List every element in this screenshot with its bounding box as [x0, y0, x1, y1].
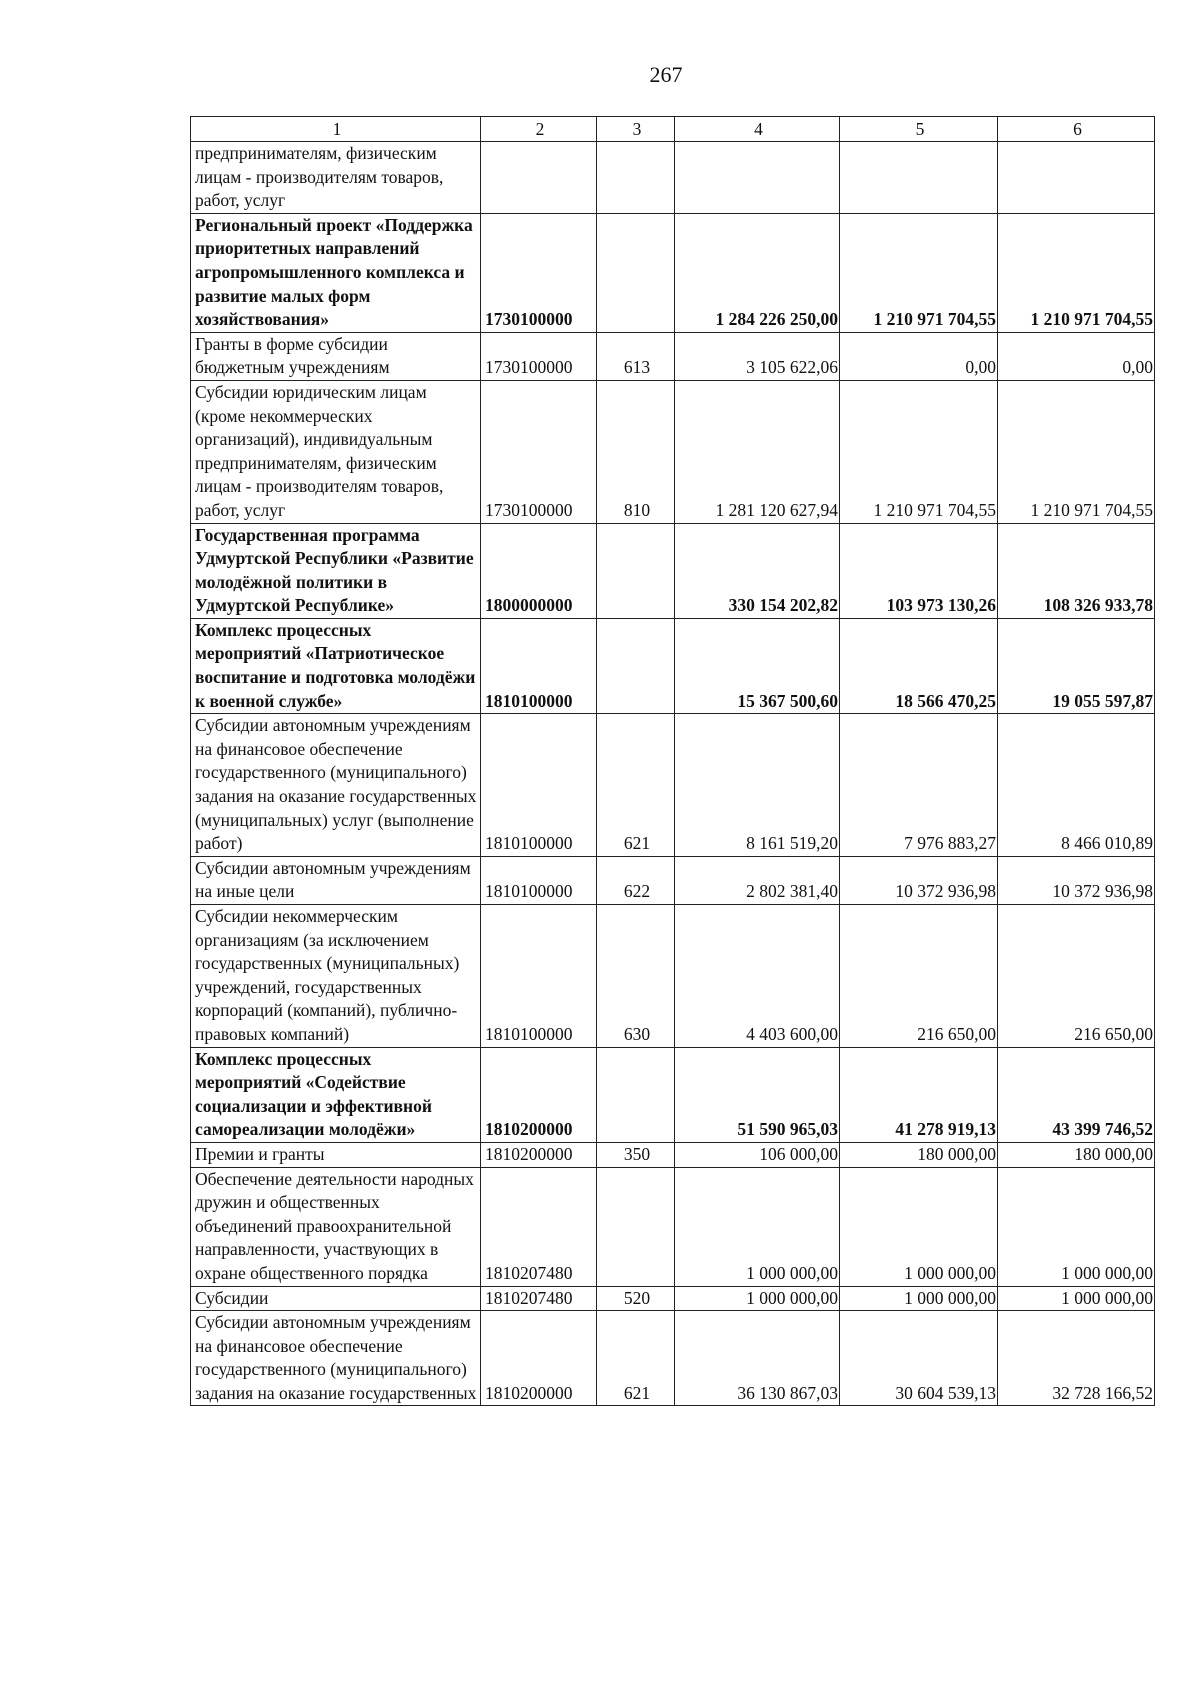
table-body — [191, 142, 1155, 1406]
target-article-code: 1730100000 — [481, 213, 597, 332]
amount-col-6: 1 000 000,00 — [998, 1286, 1155, 1311]
amount-col-6: 0,00 — [998, 332, 1155, 380]
table-header-row — [191, 117, 1155, 142]
expense-item-name: Субсидии автономным учреждениям на финансовое обеспечение государственного (муниципального) задания на оказание государственных (муниципальных) услуг (выполнение работ) — [191, 714, 481, 857]
amount-col-6: 19 055 597,87 — [998, 618, 1155, 713]
target-article-code: 1810200000 — [481, 1047, 597, 1142]
amount-col-5: 1 000 000,00 — [840, 1286, 998, 1311]
amount-col-5: 30 604 539,13 — [840, 1311, 998, 1406]
amount-col-4: 1 284 226 250,00 — [675, 213, 840, 332]
expense-item-name: Комплекс процессных мероприятий «Патриотическое воспитание и подготовка молодёжи к военной службе» — [191, 618, 481, 713]
amount-col-6: 1 210 971 704,55 — [998, 380, 1155, 523]
amount-col-6: 108 326 933,78 — [998, 523, 1155, 618]
amount-col-5: 103 973 130,26 — [840, 523, 998, 618]
amount-col-6: 180 000,00 — [998, 1142, 1155, 1167]
amount-col-4: 1 281 120 627,94 — [675, 380, 840, 523]
expense-type-code — [597, 1167, 675, 1286]
table-row — [191, 1167, 1155, 1286]
expense-type-code: 520 — [597, 1286, 675, 1311]
expense-item-name: Обеспечение деятельности народных дружин и общественных объединений правоохранительной направленности, участвующих в охране общественного порядка — [191, 1167, 481, 1286]
expense-type-code: 630 — [597, 905, 675, 1048]
table-row — [191, 1142, 1155, 1167]
amount-col-6: 8 466 010,89 — [998, 714, 1155, 857]
amount-col-4: 1 000 000,00 — [675, 1167, 840, 1286]
amount-col-6 — [998, 142, 1155, 214]
target-article-code: 1800000000 — [481, 523, 597, 618]
target-article-code: 1810100000 — [481, 618, 597, 713]
table-row — [191, 905, 1155, 1048]
amount-col-5: 7 976 883,27 — [840, 714, 998, 857]
expense-type-code — [597, 523, 675, 618]
amount-col-5: 1 000 000,00 — [840, 1167, 998, 1286]
table-row — [191, 1286, 1155, 1311]
table-row — [191, 142, 1155, 214]
target-article-code — [481, 142, 597, 214]
expense-type-code — [597, 213, 675, 332]
target-article-code: 1810100000 — [481, 714, 597, 857]
amount-col-6: 32 728 166,52 — [998, 1311, 1155, 1406]
table-row — [191, 856, 1155, 904]
amount-col-4: 106 000,00 — [675, 1142, 840, 1167]
amount-col-5 — [840, 142, 998, 214]
amount-col-5: 1 210 971 704,55 — [840, 213, 998, 332]
table-row — [191, 213, 1155, 332]
table-row — [191, 523, 1155, 618]
expense-type-code — [597, 618, 675, 713]
amount-col-4: 15 367 500,60 — [675, 618, 840, 713]
amount-col-4: 330 154 202,82 — [675, 523, 840, 618]
budget-table — [190, 116, 1155, 1406]
amount-col-4: 3 105 622,06 — [675, 332, 840, 380]
expense-type-code: 810 — [597, 380, 675, 523]
amount-col-4: 2 802 381,40 — [675, 856, 840, 904]
amount-col-4: 1 000 000,00 — [675, 1286, 840, 1311]
column-header: 6 — [998, 117, 1155, 142]
target-article-code: 1810207480 — [481, 1286, 597, 1311]
expense-item-name: Субсидии юридическим лицам (кроме некоммерческих организаций), индивидуальным предпринимателям, физическим лицам - производителям товаров, работ, услуг — [191, 380, 481, 523]
target-article-code: 1810100000 — [481, 905, 597, 1048]
expense-type-code: 350 — [597, 1142, 675, 1167]
amount-col-4: 8 161 519,20 — [675, 714, 840, 857]
expense-type-code — [597, 142, 675, 214]
expense-type-code: 621 — [597, 714, 675, 857]
amount-col-5: 10 372 936,98 — [840, 856, 998, 904]
expense-type-code: 613 — [597, 332, 675, 380]
amount-col-5: 18 566 470,25 — [840, 618, 998, 713]
column-header: 1 — [191, 117, 481, 142]
column-header: 5 — [840, 117, 998, 142]
expense-item-name: Премии и гранты — [191, 1142, 481, 1167]
target-article-code: 1810100000 — [481, 856, 597, 904]
amount-col-6: 1 210 971 704,55 — [998, 213, 1155, 332]
expense-item-name: Субсидии некоммерческим организациям (за исключением государственных (муниципальных) учреждений, государственных корпораций (компаний), публично-правовых компаний) — [191, 905, 481, 1048]
expense-item-name: Субсидии — [191, 1286, 481, 1311]
expense-item-name: Комплекс процессных мероприятий «Содействие социализации и эффективной самореализации молодёжи» — [191, 1047, 481, 1142]
column-header: 4 — [675, 117, 840, 142]
table-row — [191, 380, 1155, 523]
amount-col-4: 51 590 965,03 — [675, 1047, 840, 1142]
target-article-code: 1810200000 — [481, 1311, 597, 1406]
expense-type-code: 621 — [597, 1311, 675, 1406]
expense-item-name: Субсидии автономным учреждениям на иные цели — [191, 856, 481, 904]
table-row — [191, 714, 1155, 857]
amount-col-5: 0,00 — [840, 332, 998, 380]
expense-type-code: 622 — [597, 856, 675, 904]
amount-col-6: 43 399 746,52 — [998, 1047, 1155, 1142]
table-row — [191, 332, 1155, 380]
amount-col-6: 10 372 936,98 — [998, 856, 1155, 904]
amount-col-6: 1 000 000,00 — [998, 1167, 1155, 1286]
amount-col-4: 36 130 867,03 — [675, 1311, 840, 1406]
expense-item-name: Государственная программа Удмуртской Республики «Развитие молодёжной политики в Удмуртской Республике» — [191, 523, 481, 618]
target-article-code: 1730100000 — [481, 332, 597, 380]
target-article-code: 1810200000 — [481, 1142, 597, 1167]
table-row — [191, 618, 1155, 713]
amount-col-5: 1 210 971 704,55 — [840, 380, 998, 523]
expense-item-name: Субсидии автономным учреждениям на финансовое обеспечение государственного (муниципального) задания на оказание государственных — [191, 1311, 481, 1406]
amount-col-5: 41 278 919,13 — [840, 1047, 998, 1142]
column-header: 3 — [597, 117, 675, 142]
expense-item-name: предпринимателям, физическим лицам - производителям товаров, работ, услуг — [191, 142, 481, 214]
amount-col-4 — [675, 142, 840, 214]
page-number: 267 — [649, 62, 683, 87]
amount-col-4: 4 403 600,00 — [675, 905, 840, 1048]
table-row — [191, 1047, 1155, 1142]
amount-col-6: 216 650,00 — [998, 905, 1155, 1048]
amount-col-5: 180 000,00 — [840, 1142, 998, 1167]
column-header: 2 — [481, 117, 597, 142]
target-article-code: 1810207480 — [481, 1167, 597, 1286]
expense-item-name: Региональный проект «Поддержка приоритетных направлений агропромышленного комплекса и развитие малых форм хозяйствования» — [191, 213, 481, 332]
expense-type-code — [597, 1047, 675, 1142]
target-article-code: 1730100000 — [481, 380, 597, 523]
table-row — [191, 1311, 1155, 1406]
amount-col-5: 216 650,00 — [840, 905, 998, 1048]
expense-item-name: Гранты в форме субсидии бюджетным учреждениям — [191, 332, 481, 380]
